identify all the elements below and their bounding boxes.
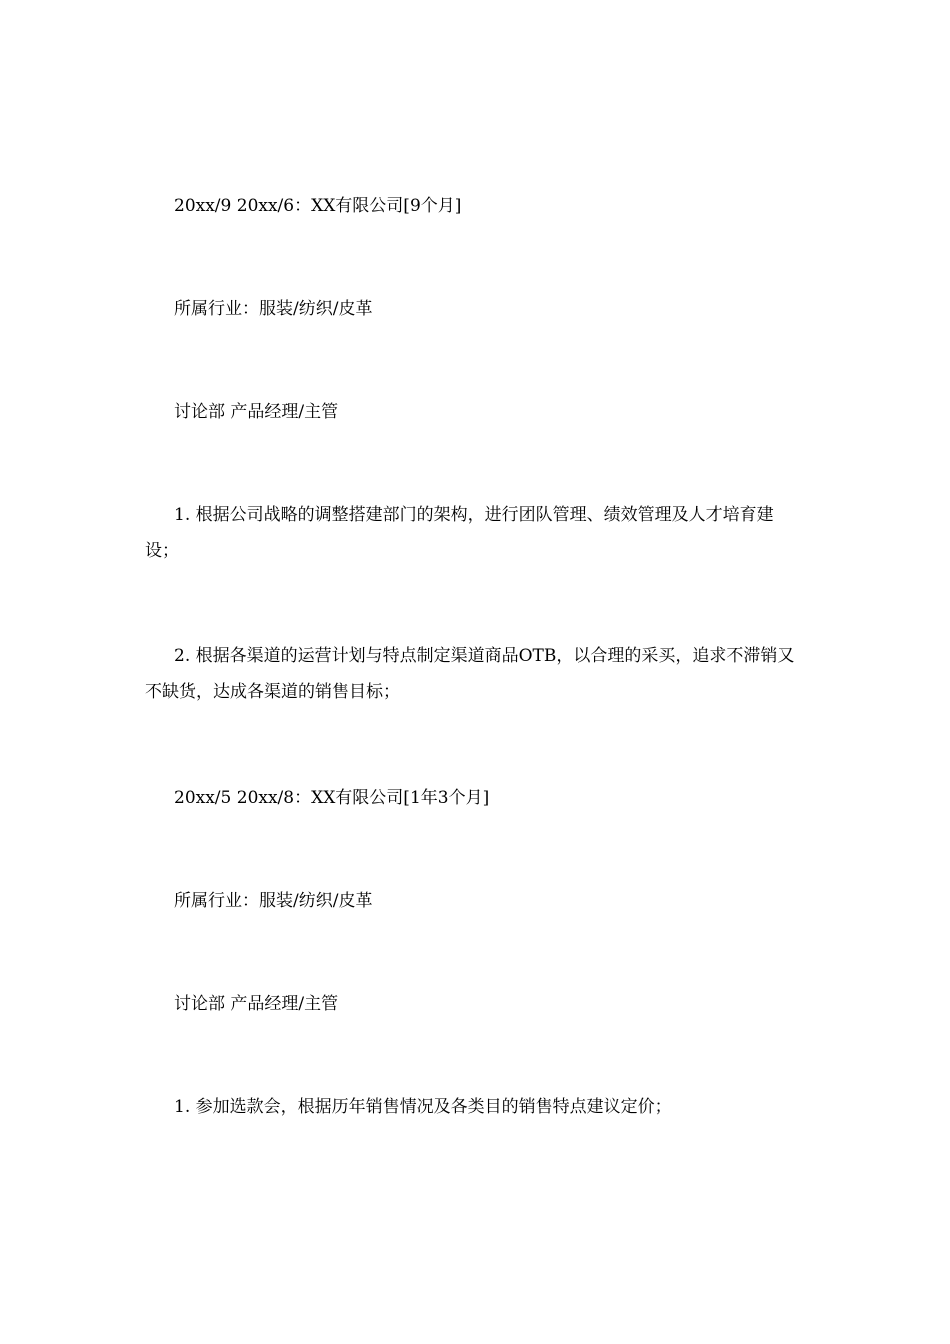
duty-2-1: 1. 参加选款会，根据历年销售情况及各类目的销售特点建议定价； xyxy=(174,1097,672,1117)
job-period-1: 20xx/9 20xx/6：XX有限公司[9个月] xyxy=(174,196,462,216)
industry-1: 所属行业：服装/纺织/皮革 xyxy=(174,299,373,319)
duty-1-1: 1. 根据公司战略的调整搭建部门的架构，进行团队管理、绩效管理及人才培育建设； xyxy=(145,505,774,561)
department-position-2: 讨论部 产品经理/主管 xyxy=(174,994,339,1014)
duty-1-2: 2. 根据各渠道的运营计划与特点制定渠道商品OTB，以合理的采买，追求不滞销又不缺货，达成各渠道的销售目标； xyxy=(145,646,795,702)
job-period-2: 20xx/5 20xx/8：XX有限公司[1年3个月] xyxy=(174,788,490,808)
industry-2: 所属行业：服装/纺织/皮革 xyxy=(174,891,373,911)
department-position-1: 讨论部 产品经理/主管 xyxy=(174,402,339,422)
